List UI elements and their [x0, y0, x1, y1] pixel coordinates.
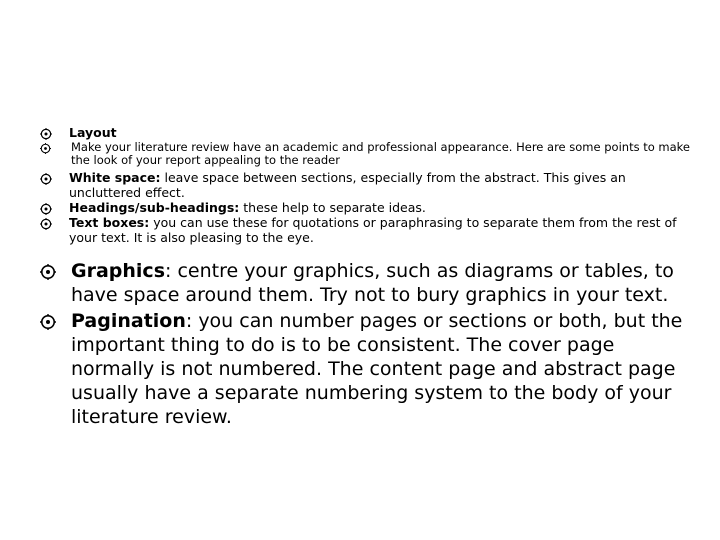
flower-bullet-icon: [40, 218, 52, 230]
flower-bullet-icon: [40, 143, 51, 154]
bullet-list: [40, 125, 690, 429]
flower-bullet-icon: [40, 128, 52, 140]
flower-bullet-icon: [40, 264, 56, 280]
bullet-text: : centre your graphics, such as diagrams or tables, to have space around them. Try not to bury graphics in your text.: [71, 260, 674, 306]
bullet-bold: White space:: [69, 170, 161, 185]
spacer: [40, 245, 690, 259]
bullet-text: these help to separate ideas.: [239, 200, 426, 215]
bullet-pagination: [40, 309, 690, 429]
bullet-bold: Text boxes:: [69, 215, 150, 230]
flower-bullet-icon: [40, 203, 52, 215]
sub-bullet-intro: [40, 141, 690, 167]
bullet-text: leave space between sections, especially from the abstract. This gives an uncluttered effect.: [69, 170, 626, 200]
bullet-headings: [40, 200, 690, 215]
bullet-text: Make your literature review have an academic and professional appearance. Here are some points to make the look of your report appealing to the reader: [71, 140, 690, 167]
bullet-text-boxes: [40, 215, 690, 245]
bullet-bold: Pagination: [71, 310, 186, 332]
bullet-text: : you can number pages or sections or both, but the important thing to do is to be consistent. The cover page normally is not numbered. The content page and abstract page usually have a separate numbering system to the body of your literature review.: [71, 310, 683, 428]
bullet-bold: Headings/sub-headings:: [69, 200, 240, 215]
bullet-text: you can use these for quotations or paraphrasing to separate them from the rest of your text. It is also pleasing to the eye.: [69, 215, 677, 245]
bullet-graphics: [40, 259, 690, 307]
bullet-bold: Layout: [69, 125, 117, 140]
bullet-white-space: [40, 170, 690, 200]
bullet-bold: Graphics: [71, 260, 165, 282]
bullet-layout: [40, 125, 690, 140]
flower-bullet-icon: [40, 173, 52, 185]
flower-bullet-icon: [40, 314, 56, 330]
